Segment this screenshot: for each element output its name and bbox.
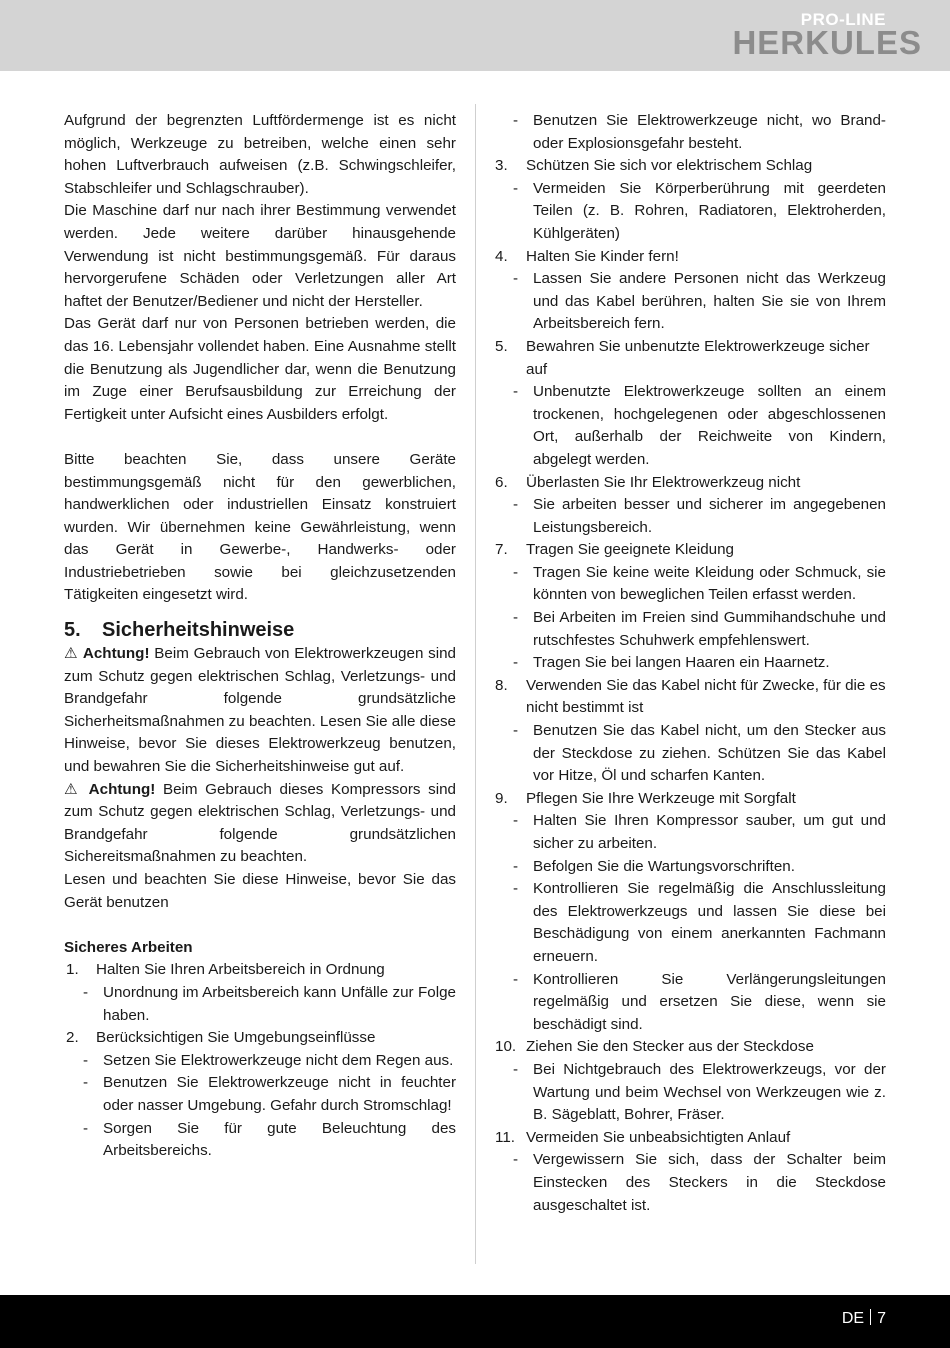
dash-bullet: - <box>513 880 519 898</box>
dash-bullet: - <box>513 1151 519 1169</box>
list-item <box>492 1127 886 1150</box>
dash-bullet: - <box>83 1051 89 1069</box>
section-title: Sicherheitshinweise <box>102 619 295 642</box>
warning-text: Beim Gebrauch von Elektrowerkzeugen sind zum Schutz gegen elektrischen Schlag, Verletzungs- und Brandgefahr folgende grundsätzliche Sicherheitsmaßnahmen zu beachten. Lesen Sie alle diese Hinweise, bevor Sie dieses Elektrowerkzeug benutzen, und bewahren Sie die Sicherheitshinweise gut auf. <box>64 645 456 776</box>
list-item <box>492 1036 886 1059</box>
sub-item-text: Befolgen Sie die Wartungsvorschriften. <box>533 857 795 875</box>
sub-list-item <box>64 1072 456 1117</box>
dash-bullet: - <box>513 270 519 288</box>
section-number: 5. <box>64 619 81 642</box>
warning-label: Achtung! <box>88 780 156 798</box>
sub-item-text: Tragen Sie bei langen Haaren ein Haarnetz. <box>533 654 830 672</box>
sub-list-item <box>492 1149 886 1217</box>
item-number: 2. <box>66 1029 79 1047</box>
sub-list-item <box>492 810 886 855</box>
sub-item-text: Setzen Sie Elektrowerkzeuge nicht dem Regen aus. <box>103 1051 454 1069</box>
sub-item-text: Lassen Sie andere Personen nicht das Werkzeug und das Kabel berühren, halten Sie sie von Ihrem Arbeitsbereich fern. <box>533 270 886 333</box>
sub-item-text: Kontrollieren Sie Verlängerungsleitungen regelmäßig und ersetzen Sie diese, wenn sie beschädigt sind. <box>533 970 886 1033</box>
item-number: 1. <box>66 961 79 979</box>
dash-bullet: - <box>513 383 519 401</box>
paragraph: Lesen und beachten Sie diese Hinweise, bevor Sie das Gerät benutzen <box>64 871 456 911</box>
item-text: Halten Sie Ihren Arbeitsbereich in Ordnung <box>96 961 385 979</box>
page-label <box>842 1309 886 1328</box>
list-item <box>492 336 886 381</box>
item-text: Schützen Sie sich vor elektrischem Schlag <box>526 157 813 175</box>
page-footer <box>0 1295 950 1348</box>
dash-bullet: - <box>513 722 519 740</box>
dash-bullet: - <box>513 179 519 197</box>
dash-bullet: - <box>513 1060 519 1078</box>
item-text: Ziehen Sie den Stecker aus der Steckdose <box>526 1038 814 1056</box>
list-item <box>492 246 886 269</box>
page-number: 7 <box>877 1310 886 1327</box>
sub-item-text: Sie arbeiten besser und sicherer im angegebenen Leistungsbereich. <box>533 496 886 536</box>
item-number: 7. <box>495 541 508 559</box>
sub-list-item <box>64 1050 456 1073</box>
dash-bullet: - <box>513 812 519 830</box>
item-number: 5. <box>495 337 508 355</box>
sub-list-item <box>492 652 886 675</box>
sub-list-item <box>492 110 886 155</box>
sub-list-item <box>492 1059 886 1127</box>
item-number: 4. <box>495 247 508 265</box>
sub-heading: Sicheres Arbeiten <box>64 938 193 956</box>
paragraph: Die Maschine darf nur nach ihrer Bestimmung verwendet werden. Jede weitere darüber hinausgehende Verwendung ist nicht bestimmungsgemäß. Für daraus hervorgerufene Schäden oder Verletzungen aller Art haftet der Benutzer/Bediener und nicht der Hersteller. <box>64 202 456 310</box>
dash-bullet: - <box>513 496 519 514</box>
sub-list-item <box>64 1118 456 1163</box>
item-number: 3. <box>495 157 508 175</box>
warning-label: Achtung! <box>82 645 150 663</box>
right-column <box>492 110 886 1217</box>
warning-icon: ⚠ <box>64 645 79 663</box>
dash-bullet: - <box>513 112 519 129</box>
sub-list-item <box>492 562 886 607</box>
sub-list-item <box>492 856 886 879</box>
sub-item-text: Vermeiden Sie Körperberührung mit geerdeten Teilen (z. B. Rohren, Radiatoren, Elektroherden, Kühlgeräten) <box>533 179 886 242</box>
sub-item-text: Tragen Sie keine weite Kleidung oder Schmuck, sie könnten von beweglichen Teilen erfasst werden. <box>533 563 886 604</box>
list-item <box>492 675 886 720</box>
paragraph: Das Gerät darf nur von Personen betrieben werden, die das 16. Lebensjahr vollendet haben. Eine Ausnahme stellt die Benutzung als Jugendlicher dar, wenn die Benutzung im Zuge einer Berufsausbildung zur Erreichung der Fertigkeit unter Aufsicht eines Ausbilders erfolgt. <box>64 315 456 423</box>
sub-list-item <box>492 268 886 336</box>
section-heading <box>64 617 456 643</box>
dash-bullet: - <box>513 609 519 627</box>
list-item <box>492 155 886 178</box>
item-number: 6. <box>495 473 508 491</box>
sub-item-text: Bei Arbeiten im Freien sind Gummihandschuhe und rutschfestes Schuhwerk empfehlenswert. <box>533 609 886 649</box>
item-text: Halten Sie Kinder fern! <box>526 247 679 265</box>
item-number: 10. <box>495 1038 517 1056</box>
sub-item-text: Halten Sie Ihren Kompressor sauber, um gut und sicher zu arbeiten. <box>533 812 886 852</box>
item-text: Pflegen Sie Ihre Werkzeuge mit Sorgfalt <box>526 789 796 807</box>
dash-bullet: - <box>513 970 519 988</box>
item-text: Berücksichtigen Sie Umgebungseinflüsse <box>96 1029 376 1047</box>
warning-paragraph <box>64 643 456 779</box>
sub-item-text: Bei Nichtgebrauch des Elektrowerkzeugs, vor der Wartung und beim Wechsel von Werkzeugen wie z. B. Sägeblatt, Bohrer, Fräser. <box>533 1060 886 1124</box>
sub-item-text: Sorgen Sie für gute Beleuchtung des Arbeitsbereichs. <box>103 1119 456 1160</box>
sub-item-text: Kontrollieren Sie regelmäßig die Anschlussleitung des Elektrowerkzeugs und lassen Sie diese bei Beschädigung von einem anerkannten Fachmann erneuern. <box>533 880 886 965</box>
sub-item-text: Benutzen Sie Elektrowerkzeuge nicht, wo Brand- oder Explosionsgefahr besteht. <box>533 112 886 152</box>
language-code: DE <box>841 1310 865 1327</box>
dash-bullet: - <box>513 857 519 875</box>
sub-list-item <box>492 607 886 652</box>
warning-paragraph <box>64 779 456 869</box>
sub-list-item <box>492 494 886 539</box>
dash-bullet: - <box>83 983 89 1001</box>
sub-item-text: Unordnung im Arbeitsbereich kann Unfälle zur Folge haben. <box>103 983 456 1024</box>
list-item <box>492 539 886 562</box>
dash-bullet: - <box>83 1074 89 1092</box>
list-item <box>64 1027 456 1050</box>
sub-item-text: Unbenutzte Elektrowerkzeuge sollten an einem trockenen, hochgelegenen oder abgeschlossenen Ort, außerhalb der Reichweite von Kindern, abgelegt werden. <box>533 383 886 468</box>
paragraph: Bitte beachten Sie, dass unsere Geräte bestimmungsgemäß nicht für den gewerblichen, handwerklichen oder industriellen Einsatz konstruiert wurden. Wir übernehmen keine Gewährleistung, wenn das Gerät in Gewerbe-, Handwerks- oder Industriebetrieben sowie bei gleichzusetzenden Tätigkeiten eingesetzt wird. <box>64 450 456 604</box>
item-number: 9. <box>495 789 508 807</box>
list-item <box>492 788 886 811</box>
item-number: 8. <box>495 676 508 694</box>
list-item <box>64 959 456 982</box>
separator <box>870 1309 871 1325</box>
sub-list-item <box>64 982 456 1027</box>
sub-list-item <box>492 178 886 246</box>
warning-icon: ⚠ <box>64 780 82 798</box>
item-text: Tragen Sie geeignete Kleidung <box>526 541 734 559</box>
page-header <box>0 0 950 71</box>
brand-logo: HERKULES <box>732 24 922 61</box>
sub-item-text: Benutzen Sie das Kabel nicht, um den Stecker aus der Steckdose zu ziehen. Schützen Sie das Kabel vor Hitze, Öl und scharfen Kanten. <box>533 722 886 785</box>
column-divider <box>475 104 476 1264</box>
warning-text: Beim Gebrauch dieses Kompressors sind zum Schutz gegen elektrischen Schlag, Verletzungs- und Brandgefahr folgende grundsätzlichen Sichereitsmaßnahmen zu beachten. <box>64 780 456 866</box>
item-text: Vermeiden Sie unbeabsichtigten Anlauf <box>526 1128 791 1146</box>
item-number: 11. <box>495 1128 515 1146</box>
item-text: Überlasten Sie Ihr Elektrowerkzeug nicht <box>526 473 801 491</box>
dash-bullet: - <box>513 563 519 581</box>
sub-list-item <box>492 878 886 968</box>
dash-bullet: - <box>513 654 519 672</box>
left-column <box>64 110 456 1163</box>
paragraph: Aufgrund der begrenzten Luftfördermenge ist es nicht möglich, Werkzeuge zu betreiben, welche einen sehr hohen Luftverbrauch aufweisen (z.B. Schwingschleifer, Stabschleifer und Schlagschrauber). <box>64 112 456 197</box>
sub-list-item <box>492 381 886 471</box>
item-text: Verwenden Sie das Kabel nicht für Zwecke, für die es nicht bestimmt ist <box>526 676 886 717</box>
brand-subtitle: PRO-LINE <box>800 10 886 29</box>
list-item <box>492 472 886 495</box>
sub-item-text: Vergewissern Sie sich, dass der Schalter beim Einstecken des Steckers in die Steckdose ausgeschaltet ist. <box>533 1151 886 1214</box>
sub-item-text: Benutzen Sie Elektrowerkzeuge nicht in feuchter oder nasser Umgebung. Gefahr durch Stromschlag! <box>103 1074 456 1114</box>
item-text: Bewahren Sie unbenutzte Elektrowerkzeuge sicher auf <box>526 337 870 378</box>
sub-list-item <box>492 969 886 1037</box>
dash-bullet: - <box>83 1119 89 1137</box>
sub-list-item <box>492 720 886 788</box>
